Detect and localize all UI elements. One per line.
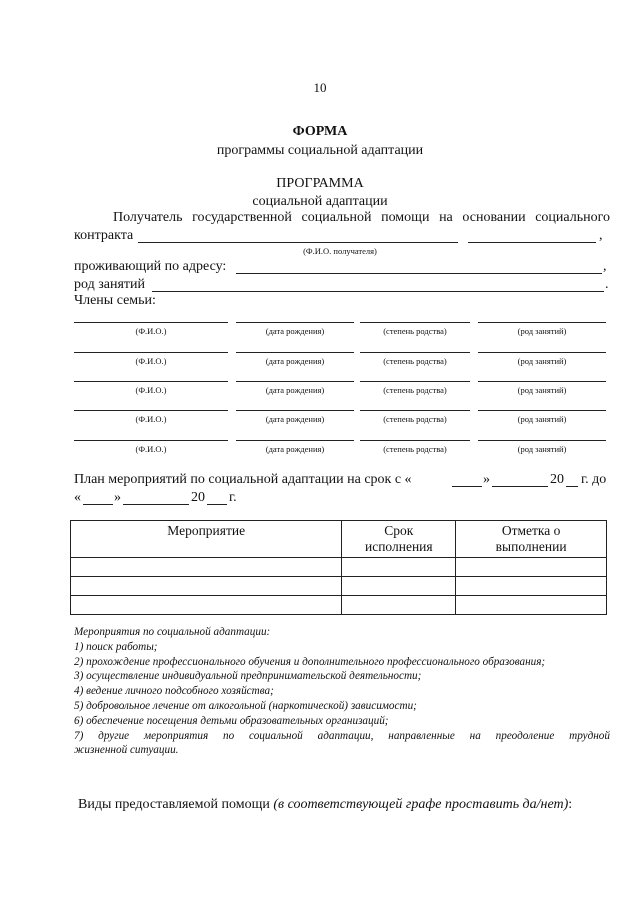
plan-line-2-quote-open: « <box>74 490 81 505</box>
occupation-field[interactable] <box>152 291 604 292</box>
header-completion-line-1: Отметка о <box>501 523 561 538</box>
plan-end-month-field[interactable] <box>123 504 189 505</box>
family-name-field[interactable] <box>74 440 228 441</box>
family-birth-date-field[interactable] <box>236 352 354 353</box>
family-birth-date-caption: (дата рождения) <box>265 414 325 424</box>
plan-start-day-field[interactable] <box>452 486 482 487</box>
family-name-caption: (Ф.И.О.) <box>135 414 167 424</box>
plan-line-2-end: г. <box>229 490 237 505</box>
family-name-caption: (Ф.И.О.) <box>135 444 167 454</box>
family-relation-caption: (степень родства) <box>383 385 447 395</box>
comma: , <box>599 228 603 243</box>
family-birth-date-caption: (дата рождения) <box>265 356 325 366</box>
notes-item: 5) добровольное лечение от алкогольной (наркотической) зависимости; <box>74 699 417 712</box>
family-occupation-field[interactable] <box>478 322 606 323</box>
table-row <box>71 558 607 577</box>
comma-2: , <box>603 259 607 274</box>
recipient-name-field[interactable] <box>138 242 458 243</box>
form-subtitle: программы социальной адаптации <box>216 143 424 158</box>
family-relation-field[interactable] <box>360 352 470 353</box>
family-occupation-caption: (род занятий) <box>517 414 567 424</box>
family-birth-date-field[interactable] <box>236 410 354 411</box>
table-cell[interactable] <box>71 558 342 577</box>
plan-year-prefix: 20 <box>550 472 564 487</box>
address-field[interactable] <box>236 273 602 274</box>
family-relation-field[interactable] <box>360 410 470 411</box>
family-occupation-caption: (род занятий) <box>517 385 567 395</box>
notes-item: 4) ведение личного подсобного хозяйства; <box>74 685 274 698</box>
family-relation-caption: (степень родства) <box>383 326 447 336</box>
family-birth-date-field[interactable] <box>236 322 354 323</box>
plan-start-year-field[interactable] <box>566 486 578 487</box>
notes-heading: Мероприятия по социальной адаптации: <box>74 626 271 638</box>
family-name-caption: (Ф.И.О.) <box>135 385 167 395</box>
family-occupation-caption: (род занятий) <box>517 356 567 366</box>
notes-item: жизненной ситуации. <box>74 744 179 757</box>
notes-item: 3) осуществление индивидуальной предпринимательской деятельности; <box>74 670 422 683</box>
family-relation-caption: (степень родства) <box>383 444 447 454</box>
recipient-line-1: Получатель государственной социальной помощи на основании социального <box>113 210 610 225</box>
table-row <box>71 596 607 615</box>
table-cell[interactable] <box>456 577 607 596</box>
family-birth-date-field[interactable] <box>236 381 354 382</box>
table-cell[interactable] <box>342 596 456 615</box>
family-name-caption: (Ф.И.О.) <box>135 356 167 366</box>
family-name-field[interactable] <box>74 381 228 382</box>
family-birth-date-caption: (дата рождения) <box>265 444 325 454</box>
table-header-row <box>71 521 607 558</box>
table-cell[interactable] <box>342 558 456 577</box>
family-birth-date-caption: (дата рождения) <box>265 385 325 395</box>
family-relation-caption: (степень родства) <box>383 356 447 366</box>
contract-label: контракта <box>74 228 134 243</box>
address-label: проживающий по адресу: <box>74 259 227 274</box>
plan-end-year-field[interactable] <box>207 504 227 505</box>
assistance-hint: (в соответствующей графе проставить да/нет) <box>273 797 569 812</box>
family-label: Члены семьи: <box>74 293 156 308</box>
plan-table <box>70 520 607 615</box>
header-completion <box>456 521 607 558</box>
family-relation-field[interactable] <box>360 440 470 441</box>
notes-item: 1) поиск работы; <box>74 640 158 653</box>
family-name-field[interactable] <box>74 352 228 353</box>
table-cell[interactable] <box>71 577 342 596</box>
assistance-label: Виды предоставляемой помощи <box>78 797 270 812</box>
family-occupation-field[interactable] <box>478 352 606 353</box>
family-name-field[interactable] <box>74 322 228 323</box>
family-occupation-field[interactable] <box>478 381 606 382</box>
family-name-field[interactable] <box>74 410 228 411</box>
plan-line-2-quote-close: » <box>114 490 121 505</box>
family-relation-field[interactable] <box>360 322 470 323</box>
family-relation-field[interactable] <box>360 381 470 382</box>
page-number: 10 <box>313 80 327 95</box>
header-deadline-line-1: Срок <box>384 523 414 538</box>
period: . <box>605 277 609 292</box>
table-cell[interactable] <box>71 596 342 615</box>
notes-item: 6) обеспечение посещения детьми образовательных организаций; <box>74 714 389 727</box>
activities-notes <box>74 625 610 758</box>
family-occupation-field[interactable] <box>478 410 606 411</box>
recipient-name-field-2[interactable] <box>468 242 596 243</box>
occupation-label: род занятий <box>74 277 145 292</box>
program-title: ПРОГРАММА <box>276 176 364 191</box>
program-subtitle: социальной адаптации <box>252 194 388 209</box>
plan-end-day-field[interactable] <box>83 504 113 505</box>
assistance-line <box>78 797 572 813</box>
table-row <box>71 577 607 596</box>
plan-line-1-start: План мероприятий по социальной адаптации на срок с « <box>74 472 412 487</box>
header-deadline-line-2: исполнения <box>364 539 433 554</box>
plan-quote-close: » <box>483 472 490 487</box>
family-birth-date-caption: (дата рождения) <box>265 326 325 336</box>
plan-line-1-end: г. до <box>581 472 607 487</box>
family-relation-caption: (степень родства) <box>383 414 447 424</box>
notes-item: 2) прохождение профессионального обучения и дополнительного профессионального образования; <box>74 655 546 668</box>
recipient-name-caption: (Ф.И.О. получателя) <box>303 246 377 256</box>
assistance-colon: : <box>568 797 573 812</box>
plan-start-month-field[interactable] <box>492 486 548 487</box>
notes-item: 7) другие мероприятия по социальной адаптации, направленные на преодоление трудной <box>74 729 610 742</box>
header-activity: Мероприятие <box>71 521 342 558</box>
header-completion-line-2: выполнении <box>495 539 567 554</box>
table-cell[interactable] <box>342 577 456 596</box>
family-birth-date-field[interactable] <box>236 440 354 441</box>
plan-line-2-year-prefix: 20 <box>191 490 205 505</box>
header-deadline <box>342 521 456 558</box>
family-name-caption: (Ф.И.О.) <box>135 326 167 336</box>
family-occupation-caption: (род занятий) <box>517 326 567 336</box>
family-occupation-caption: (род занятий) <box>517 444 567 454</box>
family-occupation-field[interactable] <box>478 440 606 441</box>
table-cell[interactable] <box>456 558 607 577</box>
form-title: ФОРМА <box>292 124 348 139</box>
table-cell[interactable] <box>456 596 607 615</box>
